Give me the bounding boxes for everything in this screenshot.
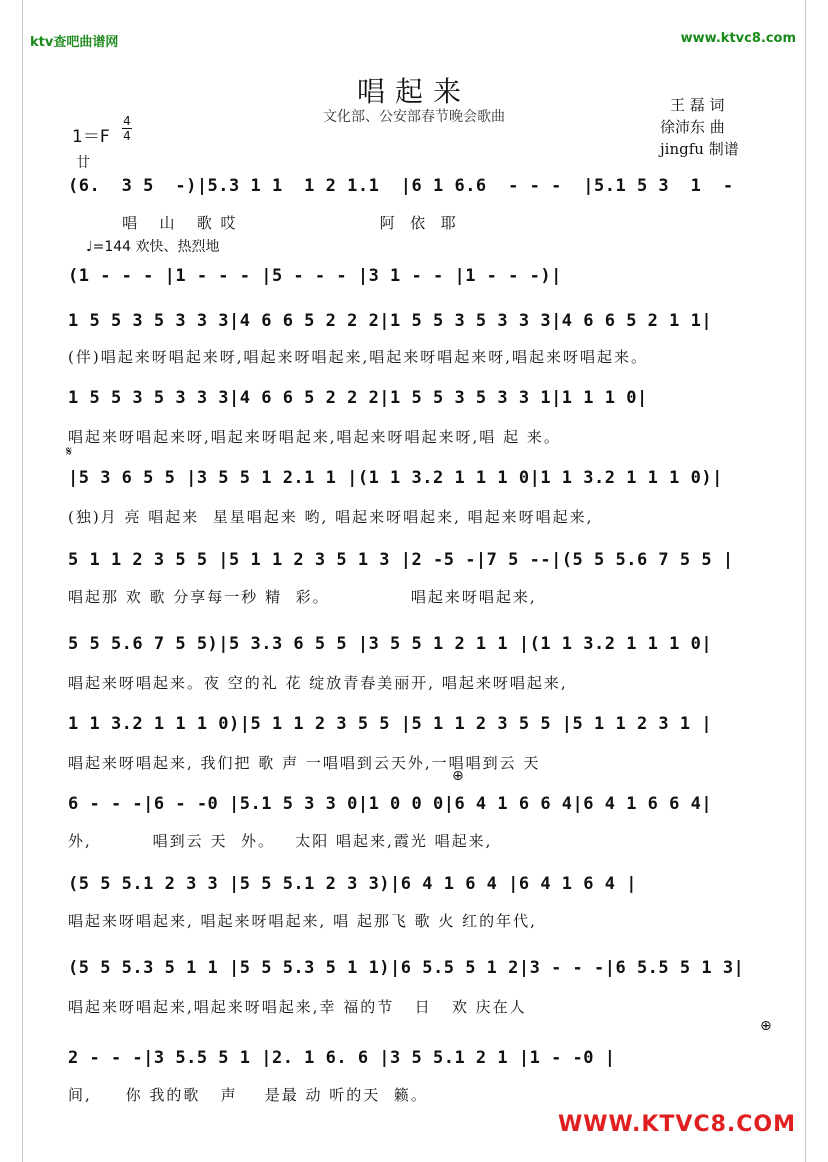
coda-mark-2: ⊕ xyxy=(760,1018,772,1034)
lyric-row-7: 唱起来呀唱起来。夜 空的礼 花 绽放青春美丽开, 唱起来呀唱起来, xyxy=(68,674,568,692)
time-signature xyxy=(122,114,132,143)
notation-row-8: 1 1 3.2 1 1 1 0)|5 1 1 2 3 5 5 |5 1 1 2 3 5 5 |5 1 1 2 3 1 | xyxy=(68,714,713,734)
lyric-row-10: 唱起来呀唱起来, 唱起来呀唱起来, 唱 起那飞 歌 火 红的年代, xyxy=(68,912,537,930)
left-margin-strip xyxy=(0,0,23,1162)
notation-row-3: 1 5 5 3 5 3 3 3|4 6 6 5 2 2 2|1 5 5 3 5 3 3 3|4 6 6 5 2 1 1| xyxy=(68,311,713,331)
time-signature-top: 4 xyxy=(123,114,131,128)
notation-row-6: 5 1 1 2 3 5 5 |5 1 1 2 3 5 1 3 |2 -5 -|7 5 --|(5 5 5.6 7 5 5 | xyxy=(68,550,734,570)
site-watermark: WWW.KTVC8.COM xyxy=(558,1112,796,1137)
notation-row-12: 2 - - -|3 5.5 5 1 |2. 1 6. 6 |3 5 5.1 2 1 |1 - -0 | xyxy=(68,1048,616,1068)
site-url-right[interactable]: www.ktvc8.com xyxy=(680,31,796,46)
notation-row-10: (5 5 5.1 2 3 3 |5 5 5.1 2 3 3)|6 4 1 6 4 |6 4 1 6 4 | xyxy=(68,874,637,894)
transcriber-credit: jingfu 制谱 xyxy=(660,140,739,158)
tempo-marking: ♩=144 欢快、热烈地 xyxy=(86,239,220,255)
notation-row-2: (1 - - - |1 - - - |5 - - - |3 1 - - |1 - - -)| xyxy=(68,266,562,286)
lyric-row-8: 唱起来呀唱起来, 我们把 歌 声 一唱唱到云天外,一唱唱到云 天 xyxy=(68,754,541,772)
notation-row-4: 1 5 5 3 5 3 3 3|4 6 6 5 2 2 2|1 5 5 3 5 3 3 1|1 1 1 0| xyxy=(68,388,648,408)
notation-row-1: (6. 3 5 -)|5.3 1 1 1 2 1.1 |6 1 6.6 - - - |5.1 5 3 1 - xyxy=(68,176,745,196)
lyric-row-12: 间, 你 我的歌 声 是最 动 听的天 籁。 xyxy=(68,1086,428,1104)
right-margin-strip xyxy=(805,0,828,1162)
lyric-row-11: 唱起来呀唱起来,唱起来呀唱起来,幸 福的节 日 欢 庆在人 xyxy=(68,998,527,1016)
fermata-mark: 廿 xyxy=(76,155,90,171)
coda-mark-1: ⊕ xyxy=(452,768,464,784)
lyric-row-3: (伴)唱起来呀唱起来呀,唱起来呀唱起来,唱起来呀唱起来呀,唱起来呀唱起来。 xyxy=(68,348,649,366)
composer-credit: 徐沛东 曲 xyxy=(660,118,725,136)
time-signature-bottom: 4 xyxy=(123,129,131,143)
lyricist-credit: 王 磊 词 xyxy=(670,96,725,114)
lyric-row-5: (独)月 亮 唱起来 星星唱起来 哟, 唱起来呀唱起来, 唱起来呀唱起来, xyxy=(68,508,594,526)
song-subtitle: 文化部、公安部春节晚会歌曲 xyxy=(323,109,505,125)
key-signature: 1＝F xyxy=(72,127,110,147)
lyric-row-4: 唱起来呀唱起来呀,唱起来呀唱起来,唱起来呀唱起来呀,唱 起 来。 xyxy=(68,428,561,446)
lyric-row-6: 唱起那 欢 歌 分享每一秒 精 彩。 唱起来呀唱起来, xyxy=(68,588,537,606)
lyric-row-1: 唱 山 歌 哎 阿 依 耶 xyxy=(68,214,458,232)
notation-row-9: 6 - - -|6 - -0 |5.1 5 3 3 0|1 0 0 0|6 4 1 6 6 4|6 4 1 6 6 4| xyxy=(68,794,713,814)
song-title: 唱起来 xyxy=(356,75,471,108)
notation-row-7: 5 5 5.6 7 5 5)|5 3.3 6 5 5 |3 5 5 1 2 1 1 |(1 1 3.2 1 1 1 0| xyxy=(68,634,713,654)
segno-mark: 𝄋 xyxy=(66,444,73,460)
lyric-row-9: 外, 唱到云 天 外。 太阳 唱起来,霞光 唱起来, xyxy=(68,832,493,850)
notation-row-11: (5 5 5.3 5 1 1 |5 5 5.3 5 1 1)|6 5.5 5 1 2|3 - - -|6 5.5 5 1 3| xyxy=(68,958,745,978)
site-name-left[interactable]: ktv查吧曲谱网 xyxy=(30,35,119,50)
notation-row-5: |5 3 6 5 5 |3 5 5 1 2.1 1 |(1 1 3.2 1 1 1 0|1 1 3.2 1 1 1 0)| xyxy=(68,468,723,488)
